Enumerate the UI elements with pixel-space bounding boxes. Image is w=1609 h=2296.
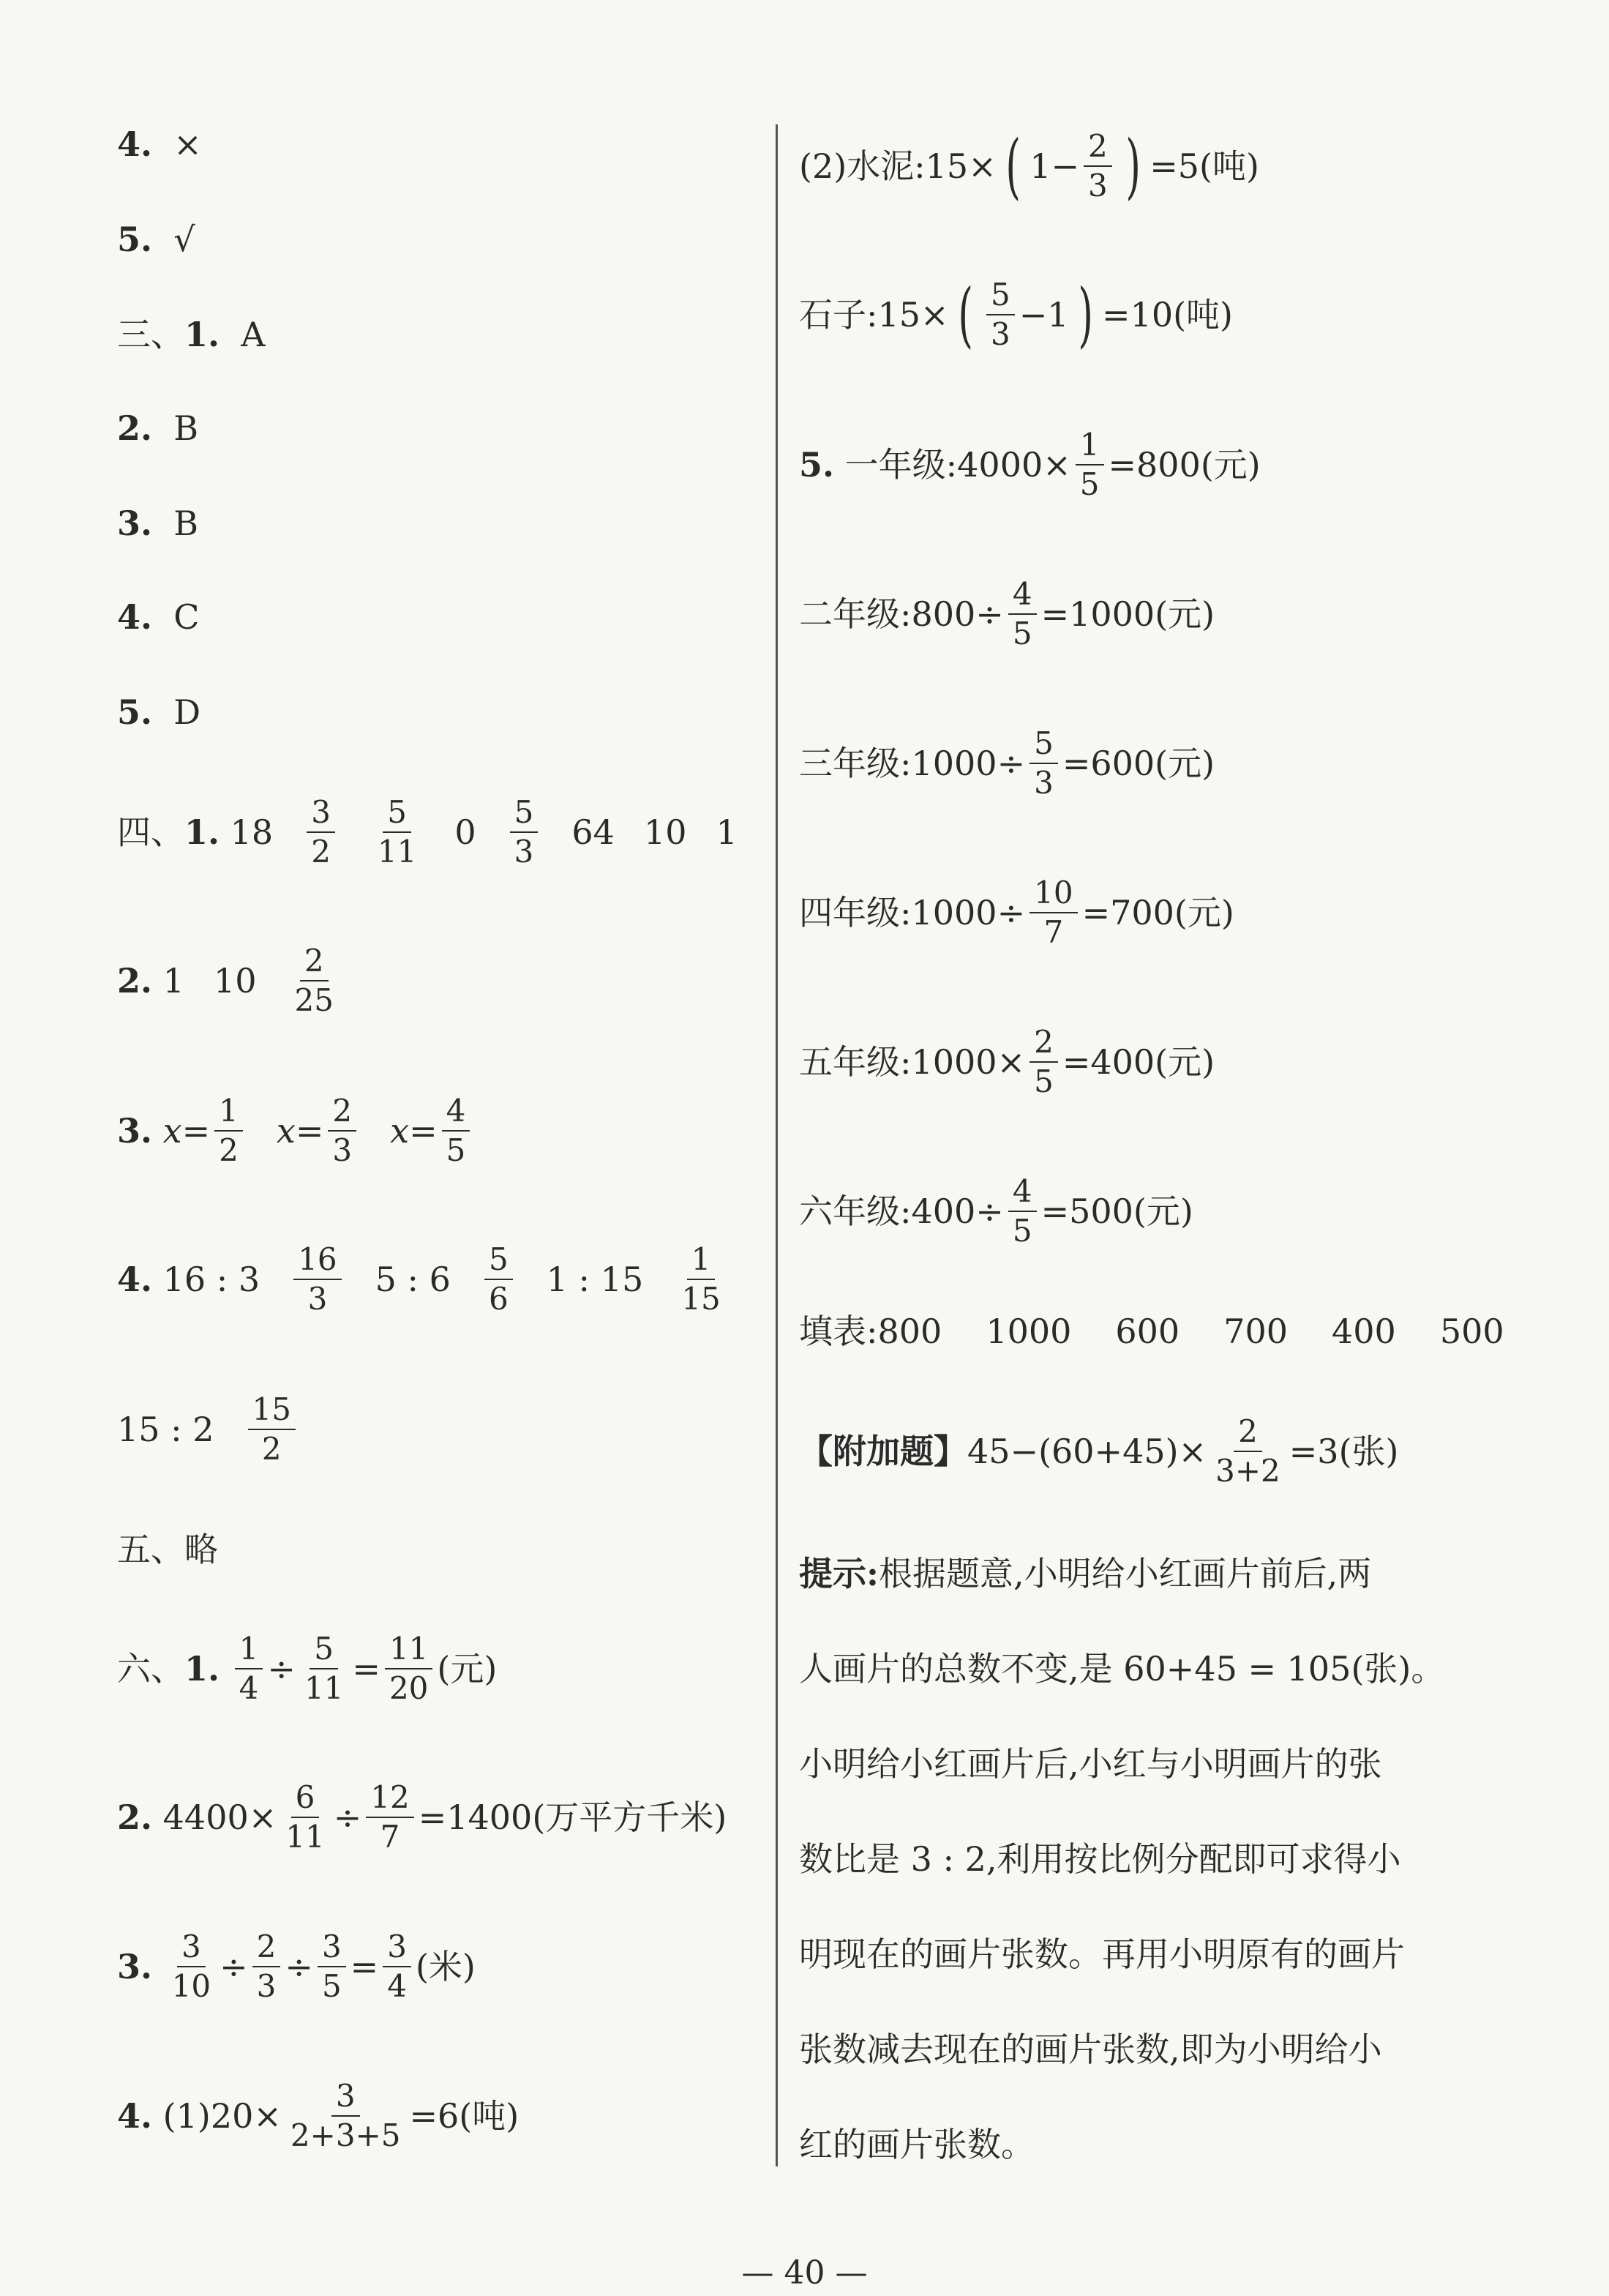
denominator: 5 [1034,1063,1054,1099]
fraction [1211,1413,1285,1489]
denominator: 2 [219,1132,239,1168]
numerator: 2 [1234,1416,1262,1452]
ratio: 16 : 3 [162,1260,260,1299]
numerator: 3 [307,796,335,833]
answer-2-5 [117,192,195,287]
result: =600(元) [1062,744,1215,783]
item-number: 3. [117,1947,153,1986]
expression: −1 [1019,295,1069,334]
fraction [281,1781,329,1853]
fraction [290,942,337,1018]
value: 800 [877,1312,942,1351]
answer-6-5-grade4 [799,865,1234,960]
fraction [1008,1175,1037,1247]
hint-label: 提示: [799,1554,879,1593]
numerator: 2 [1029,1026,1058,1063]
value: 500 [1439,1312,1504,1351]
operator: ÷ [285,1947,313,1986]
numerator: 1 [687,1244,716,1280]
numerator: 3 [318,1931,346,1967]
numerator: 3 [177,1931,206,1967]
value: 600 [1115,1312,1180,1351]
section-label: 四、 [117,812,184,852]
fraction [252,1928,281,2004]
result: =6(吨) [409,2096,520,2136]
label: 填表: [799,1312,878,1351]
item-number: 4. [117,124,153,164]
fraction [366,1781,413,1853]
fraction [1076,426,1104,502]
expression: 五年级:1000× [799,1042,1026,1082]
item-number: 2. [117,1798,153,1837]
variable: x [276,1111,296,1151]
answer-6-4-2-cement [799,119,1259,214]
variable: x [390,1111,410,1151]
denominator: 15 [681,1281,721,1317]
fraction [510,793,539,870]
answer: B [173,504,199,543]
ratio: 15 : 2 [117,1410,214,1449]
result: =5(吨) [1149,146,1259,186]
hint-line: 数比是 3 : 2,利用按比例分配即可求得小 [799,1839,1401,1879]
expression: 4400× [162,1798,277,1837]
page-number: — 40 — [741,2254,868,2292]
wrong-mark: × [173,124,202,164]
item-number: 1. [184,1649,220,1689]
result: =3(张) [1289,1432,1399,1471]
value: 1 [162,961,184,1001]
answer-6-5-grade2 [799,566,1215,662]
equals: = [352,1649,380,1689]
expression: 四年级:1000÷ [799,893,1026,932]
item-number: 4. [117,2096,153,2136]
expression: 一年级:4000× [844,445,1071,485]
fraction [318,1928,346,2004]
ratio: 1 : 15 [546,1260,644,1299]
answer-4-2 [117,933,342,1028]
denominator: 7 [1043,914,1064,950]
fraction [1008,575,1037,651]
answer-4-1 [117,785,738,880]
denominator: 4 [239,1670,259,1706]
item-number: 3. [117,504,153,543]
item-number: 1. [184,315,220,354]
expression: 二年级:800÷ [799,594,1004,634]
expression: (1)20× [162,2096,282,2136]
denominator: 7 [380,1819,400,1855]
numerator: 12 [366,1781,413,1818]
result: =500(元) [1040,1192,1193,1231]
denominator: 2 [261,1431,282,1467]
result: =1400(万平方千米) [418,1798,727,1837]
fraction [383,1928,411,2004]
denominator: 3+2 [1215,1453,1280,1489]
answer-6-3 [117,1919,476,2014]
numerator: 3 [383,1931,411,1967]
numerator: 2 [252,1931,281,1967]
section-label: 六、 [117,1649,184,1689]
fraction [307,793,335,870]
answer-2-4 [117,97,202,192]
numerator: 5 [1029,728,1058,764]
denominator: 2+3+5 [290,2117,401,2153]
hint-line: 张数减去现在的画片张数,即为小明给小 [799,2030,1382,2069]
denominator: 20 [389,1670,429,1706]
item-number: 5. [117,220,153,259]
item-number: 2. [117,408,153,448]
variable: x [162,1111,182,1151]
fraction [214,1092,243,1168]
unit: (米) [415,1947,476,1986]
equals: = [295,1111,324,1151]
denominator: 3 [1034,765,1054,801]
value: 400 [1332,1312,1396,1351]
item-number: 4. [117,1260,153,1299]
denominator: 3 [332,1132,353,1168]
expression: (2)水泥:15× [799,146,997,186]
numerator: 4 [1008,578,1037,615]
answer-6-5-grade1 [799,417,1261,512]
denominator: 10 [171,1968,211,2004]
result: =1000(元) [1040,594,1215,634]
numerator: 4 [1008,1175,1037,1212]
fraction [986,276,1015,352]
hint-line: 明现在的画片张数。再用小明原有的画片 [799,1934,1405,1974]
fraction [1029,1023,1058,1099]
numerator: 6 [291,1781,320,1818]
denominator: 5 [446,1132,466,1168]
item-number: 5. [799,445,835,485]
numerator: 11 [385,1633,432,1669]
denominator: 3 [514,834,534,870]
fraction [168,1928,215,2004]
section-label: 三、 [117,315,184,354]
value: 0 [454,812,476,852]
numerator: 1 [1076,429,1104,465]
denominator: 5 [1079,466,1100,502]
hint-line: 红的画片张数。 [799,2125,1035,2164]
answer-6-4-2-stone [799,267,1233,362]
right-paren: ) [1125,124,1141,207]
fraction [1029,874,1077,950]
answer-6-1 [117,1621,497,1716]
numerator: 2 [1084,130,1112,167]
result: =400(元) [1062,1042,1215,1082]
answer-6-5-grade3 [799,716,1215,811]
expression: 45−(60+45)× [967,1432,1207,1471]
value: 700 [1223,1312,1289,1351]
value: 1 [716,812,738,852]
item-number: 3. [117,1111,153,1151]
bonus-question [799,1404,1398,1499]
fraction [677,1241,724,1317]
answer-6-5-grade5 [799,1014,1215,1110]
value: 18 [230,812,274,852]
value: 1000 [986,1312,1072,1351]
item-number: 2. [117,961,153,1001]
section-text: 五、略 [117,1530,218,1569]
denominator: 6 [488,1281,509,1317]
answer: B [173,408,199,448]
fraction [293,1241,341,1317]
numerator: 10 [1029,877,1077,913]
result: =800(元) [1108,445,1261,485]
answer: C [173,597,200,637]
fraction [1029,725,1058,801]
denominator: 5 [1012,1213,1032,1249]
numerator: 2 [328,1095,356,1132]
fraction [248,1391,296,1467]
answer-3-4 [117,569,199,665]
fraction [286,2077,405,2153]
equals: = [350,1947,379,1986]
check-mark: √ [173,220,195,259]
numerator: 1 [235,1633,263,1669]
answer-6-2 [117,1770,727,1865]
answer-3-3 [117,476,198,571]
answer-3-2 [117,381,198,476]
value: 64 [571,812,615,852]
hint-paragraph [799,1526,1531,2192]
numerator: 5 [484,1244,513,1280]
fraction [328,1092,356,1168]
denominator: 3 [307,1281,328,1317]
ratio: 5 : 6 [375,1260,451,1299]
operator: ÷ [333,1798,362,1837]
answer-4-4 [117,1232,730,1327]
result: =700(元) [1081,893,1234,932]
equals: = [409,1111,438,1151]
expression: 六年级:400÷ [799,1192,1004,1231]
denominator: 2 [311,834,331,870]
hint-line [799,1526,1531,1621]
item-number: 4. [117,597,153,637]
column-divider [776,124,778,2166]
numerator: 5 [986,279,1015,315]
denominator: 5 [1012,616,1032,651]
answer-5 [117,1502,218,1597]
item-number: 5. [117,692,153,732]
denominator: 11 [377,834,417,870]
operator: ÷ [220,1947,248,1986]
answer: A [241,315,266,354]
fraction [235,1630,263,1706]
value: 10 [213,961,257,1001]
numerator: 2 [300,945,329,981]
numerator: 5 [310,1633,338,1669]
denominator: 3 [1088,168,1108,203]
bonus-tag: 【附加题】 [799,1432,967,1471]
answer-6-5-grade6 [799,1164,1193,1259]
fraction [373,793,421,870]
numerator: 5 [510,796,539,833]
numerator: 5 [383,796,411,833]
fraction [385,1630,432,1706]
numerator: 3 [331,2080,360,2117]
denominator: 3 [991,316,1010,352]
left-paren: ( [1005,124,1021,207]
fraction [442,1092,470,1168]
denominator: 4 [387,1968,407,2004]
unit: (元) [437,1649,498,1689]
value: 10 [643,812,687,852]
fraction [484,1241,513,1317]
answer: D [173,692,201,732]
fill-table-row [799,1284,1504,1379]
operator: ÷ [267,1649,296,1689]
numerator: 1 [214,1095,243,1132]
denominator: 11 [304,1670,344,1706]
answer-3-5 [117,665,200,760]
expression: 1− [1029,146,1079,186]
item-number: 1. [184,812,220,852]
expression: 三年级:1000÷ [799,744,1026,783]
denominator: 11 [285,1819,325,1855]
numerator: 4 [442,1095,470,1132]
hint-line: 人画片的总数不变,是 60+45 = 105(张)。 [799,1649,1445,1689]
expression: 石子:15× [799,295,949,334]
numerator: 16 [293,1244,341,1280]
answer-6-4 [117,2068,519,2164]
denominator: 25 [294,982,334,1018]
fraction [300,1630,348,1706]
result: =10(吨) [1102,295,1233,334]
hint-line: 小明给小红画片后,小红与小明画片的张 [799,1744,1382,1784]
answer-4-4-continued [117,1382,300,1477]
answer-3-1 [117,287,266,382]
fraction [1084,127,1112,203]
denominator: 3 [256,1968,277,2004]
numerator: 15 [248,1394,296,1430]
hint-text: 根据题意,小明给小红画片前后,两 [878,1554,1372,1593]
equals: = [181,1111,211,1151]
left-paren: ( [958,273,973,356]
answer-4-3 [117,1083,474,1178]
right-paren: ) [1078,273,1093,356]
denominator: 5 [321,1968,342,2004]
